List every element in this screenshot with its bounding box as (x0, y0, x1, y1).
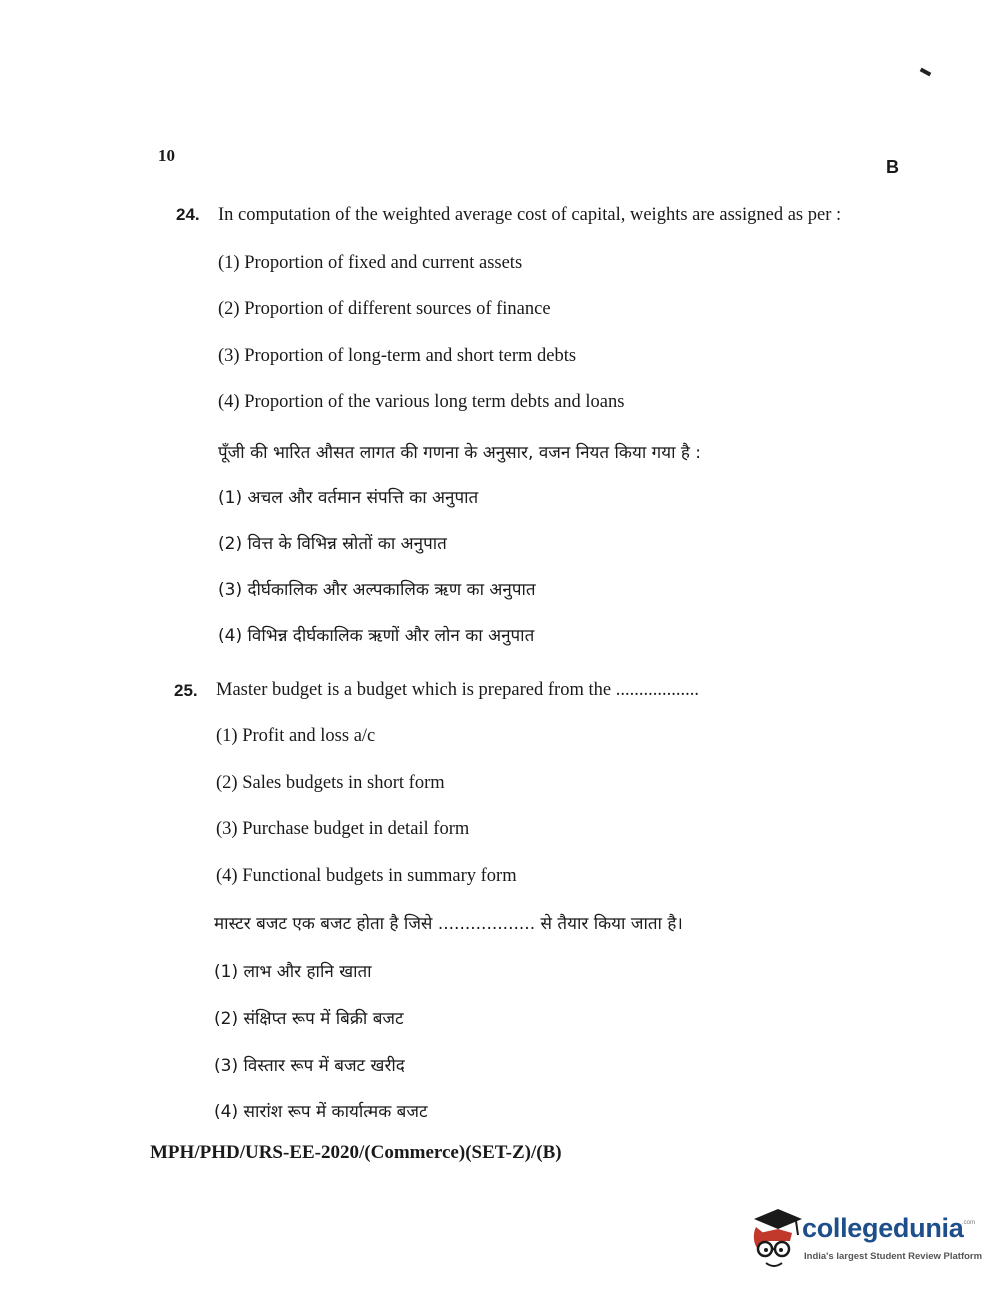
paper-code: MPH/PHD/URS-EE-2020/(Commerce)(SET-Z)/(B) (150, 1142, 562, 1163)
brand-tagline: India's largest Student Review Platform (804, 1251, 983, 1262)
question-number: 25. (174, 681, 198, 700)
option-3-hindi: (3) दीर्घकालिक और अल्पकालिक ऋण का अनुपात (218, 580, 536, 600)
question-number: 24. (176, 205, 200, 224)
option-2-hindi: (2) वित्त के विभिन्न स्रोतों का अनुपात (218, 534, 447, 554)
question-text-hindi: मास्टर बजट एक बजट होता है जिसे .................. से तैयार किया जाता है। (214, 914, 683, 934)
question-text: Master budget is a budget which is prepared from the .................. (216, 680, 699, 700)
mascot-icon (744, 1205, 804, 1275)
option-3: (3) Purchase budget in detail form (216, 819, 470, 839)
page-number: 10 (158, 146, 175, 165)
brand-name: collegedunia (802, 1213, 964, 1243)
question-text-hindi: पूँजी की भारित औसत लागत की गणना के अनुसार, वजन नियत किया गया है : (218, 443, 702, 463)
option-3: (3) Proportion of long-term and short term debts (218, 346, 577, 366)
option-4-hindi: (4) विभिन्न दीर्घकालिक ऋणों और लोन का अनुपात (218, 626, 535, 646)
option-2: (2) Sales budgets in short form (216, 773, 445, 793)
corner-mark (920, 68, 932, 77)
collegedunia-logo (744, 1205, 983, 1275)
option-1-hindi: (1) अचल और वर्तमान संपत्ति का अनुपात (218, 488, 479, 508)
option-4: (4) Proportion of the various long term debts and loans (218, 392, 625, 412)
option-2-hindi: (2) संक्षिप्त रूप में बिक्री बजट (214, 1009, 404, 1029)
set-label: B (886, 157, 899, 177)
option-4-hindi: (4) सारांश रूप में कार्यात्मक बजट (214, 1102, 428, 1122)
question-text: In computation of the weighted average cost of capital, weights are assigned as per : (218, 205, 842, 225)
brand-suffix: .com (962, 1220, 976, 1226)
option-1: (1) Profit and loss a/c (216, 726, 376, 746)
option-1-hindi: (1) लाभ और हानि खाता (214, 962, 372, 982)
option-2: (2) Proportion of different sources of finance (218, 299, 551, 319)
option-3-hindi: (3) विस्तार रूप में बजट खरीद (214, 1056, 405, 1076)
option-1: (1) Proportion of fixed and current assets (218, 253, 523, 273)
option-4: (4) Functional budgets in summary form (216, 866, 517, 886)
